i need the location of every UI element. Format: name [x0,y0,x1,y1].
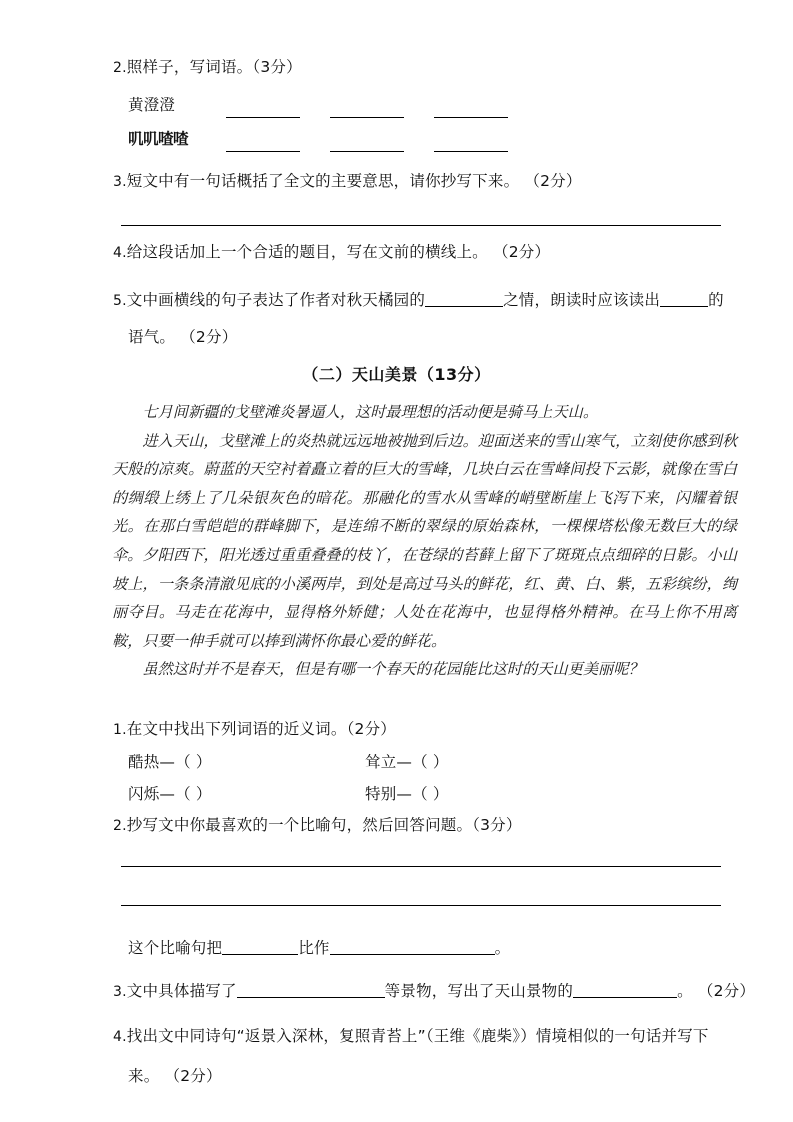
q2-blank-r2-c2[interactable] [330,151,404,152]
question-5-text-part3: 的 [708,291,724,309]
question-4-prompt [113,245,550,261]
s2-q2-answer-line-1[interactable] [121,866,721,867]
s2-q3-blank-2[interactable] [573,997,677,998]
s2-question-1-text: 在文中找出下列词语的近义词。（2分） [126,720,396,738]
s2-question-1-prompt [113,722,396,738]
question-5-blank-2[interactable] [660,306,708,307]
s2-q2-followup-blank-1[interactable] [222,954,298,955]
s2-question-2-number: 2. [113,818,127,834]
section-two-heading: （二）天山美景（13分） [302,365,491,384]
s2-q1-item-3[interactable]: 闪烁—（ ） [128,785,212,803]
question-3-answer-line[interactable] [121,225,721,226]
question-4-number: 4. [113,245,127,261]
passage-paragraph-1: 七月间新疆的戈壁滩炎暑逼人，这时最理想的活动便是骑马上天山。 [142,403,599,421]
q2-blank-r1-c3[interactable] [434,117,508,118]
question-5-blank-1[interactable] [425,306,503,307]
s2-question-2-prompt [113,818,522,834]
s2-question-3-text-part1: 文中具体描写了 [126,982,237,1000]
s2-q1-item-1[interactable]: 酷热—（ ） [128,753,212,771]
question-2-text: 照样子，写词语。（3分） [126,58,302,76]
s2-q1-item-4[interactable]: 特别—（ ） [365,785,449,803]
question-5-prompt [113,293,724,309]
question-3-prompt [113,174,582,190]
s2-question-3-text-part2: 等景物，写出了天山景物的 [384,982,574,1000]
question-2-prompt [113,60,302,76]
q2-blank-r2-c1[interactable] [226,151,300,152]
passage-paragraph-3: 虽然这时并不是春天，但是有哪一个春天的花园能比这时的天山更美丽呢？ [142,660,644,679]
question-3-text: 短文中有一句话概括了全文的主要意思，请你抄写下来。 （2分） [126,172,582,190]
s2-question-1-number: 1. [113,722,127,738]
s2-question-2-text: 抄写文中你最喜欢的一个比喻句，然后回答问题。（3分） [126,816,522,834]
s2-question-3-text-part3: 。 （2分） [677,982,756,1000]
s2-question-4-text-line2: 来。 （2分） [128,1067,222,1085]
question-5-text-part2: 之情，朗读时应该读出 [503,291,661,309]
s2-q2-followup-part1: 这个比喻句把 [128,939,223,957]
question-2-number: 2. [113,60,127,76]
question-5-number: 5. [113,293,127,309]
q2-blank-r2-c3[interactable] [434,151,508,152]
s2-q2-followup-part3: 。 [494,939,511,957]
question-5-text-part1: 文中画横线的句子表达了作者对秋天橘园的 [126,291,426,309]
question-2-sample-1: 黄澄澄 [128,96,176,114]
passage-paragraph-2: 进入天山，戈壁滩上的炎热就远远地被抛到后边。迎面送来的雪山寒气，立刻使你感到秋天般的凉爽。蔚蓝的天空衬着矗立着的巨大的雪峰，几块白云在雪峰间投下云影，就像在雪白的绸缎上绣上了几朵银灰色的暗花。那融化的雪水从雪峰的峭壁断崖上飞泻下来，闪耀着银光。在那白雪皑皑的群峰脚下，是连绵不断的翠绿的原始森林，一棵棵塔松像无数巨大的绿伞。夕阳西下，阳光透过重重叠叠的枝丫，在苍绿的苔藓上留下了斑斑点点细碎的日影。小山坡上，一条条清澈见底的小溪两岸，到处是高过马头的鲜花，红、黄、白、紫，五彩缤纷，绚丽夺目。马走在花海中，显得格外矫健；人处在花海中，也显得格外精神。在马上你不用离鞍，只要一伸手就可以捧到满怀你最心爱的鲜花。 [112,431,737,650]
s2-question-4-number: 4. [113,1029,127,1045]
reading-passage [112,398,737,684]
s2-q1-item-2[interactable]: 耸立—（ ） [365,753,449,771]
q2-blank-r1-c2[interactable] [330,117,404,118]
s2-q2-followup-blank-2[interactable] [330,954,495,955]
s2-question-4-prompt [113,1029,709,1045]
s2-question-3-number: 3. [113,984,127,1000]
s2-q3-blank-1[interactable] [237,997,385,998]
question-3-number: 3. [113,174,127,190]
s2-question-3-prompt [113,984,755,1000]
q2-blank-r1-c1[interactable] [226,117,300,118]
question-2-sample-2: 叽叽喳喳 [128,130,189,148]
question-4-text: 给这段话加上一个合适的题目，写在文前的横线上。 （2分） [126,243,551,261]
s2-q2-followup [128,941,510,957]
s2-q2-followup-part2: 比作 [298,939,330,957]
s2-question-4-text-line1: 找出文中同诗句“返景入深林，复照青苔上”（王维《鹿柴》）情境相似的一句话并写下 [126,1027,709,1045]
question-5-line2: 语气。 （2分） [128,328,238,346]
s2-q2-answer-line-2[interactable] [121,905,721,906]
